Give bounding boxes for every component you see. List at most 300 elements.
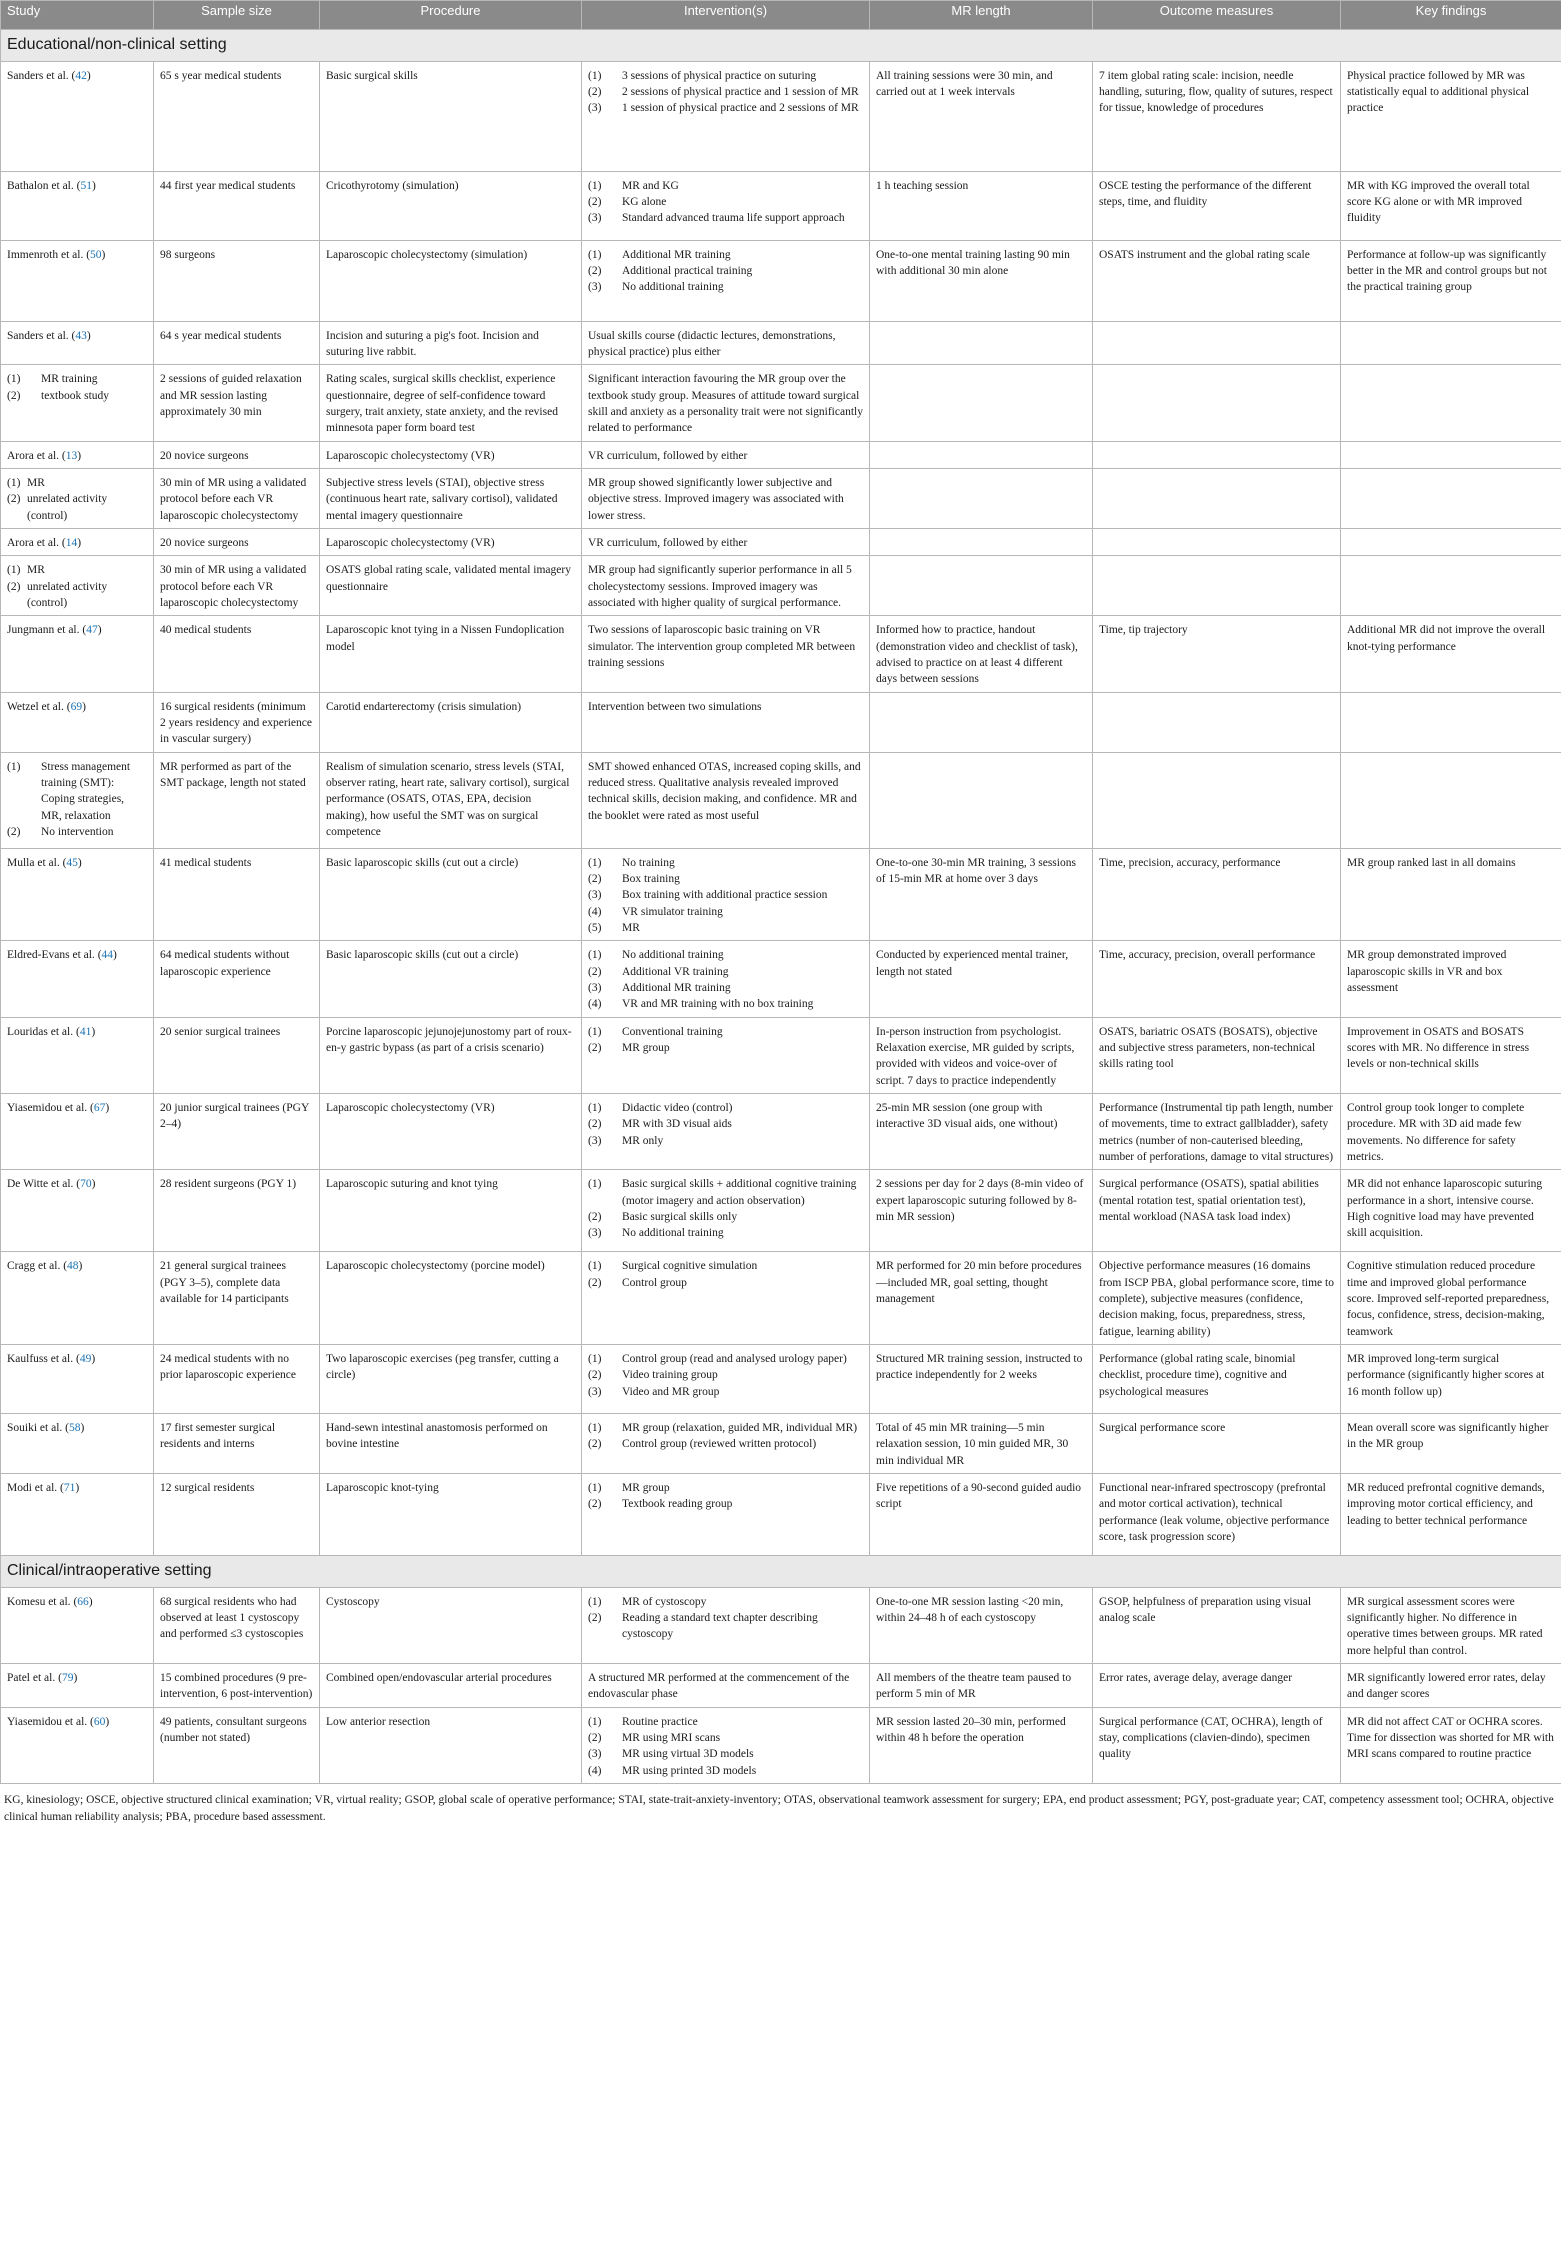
item-text: Reading a standard text chapter describing cystoscopy: [622, 1612, 818, 1641]
sample-size-cell: 24 medical students with no prior laparoscopic experience: [154, 1344, 320, 1413]
procedure-cell: Laparoscopic suturing and knot tying: [320, 1170, 582, 1252]
procedure-cell: Realism of simulation scenario, stress levels (STAI, observer rating, heart rate, salivary cortisol), surgical performance (OSATS, OTAS, EPA, decision making), how useful the SMT was on surgical competence: [320, 752, 582, 848]
table-row: [1, 1473, 1561, 1555]
list-item: [588, 996, 863, 1012]
item-number: (1): [588, 1481, 602, 1494]
outcome-measures-cell: Objective performance measures (16 domains from ISCP PBA, global performance score, time to complete), subjective measures (confidence, decision making, focus, preparedness, stress, fatigue, learning ability): [1093, 1252, 1341, 1345]
table-row: [1, 1413, 1561, 1473]
study-cell: Sanders et al. (42): [1, 61, 154, 171]
reference-link[interactable]: 69: [70, 700, 83, 713]
interventions-cell: [582, 1473, 870, 1555]
interventions-cell: MR group had significantly superior performance in all 5 cholecystectomy sessions. Improved imagery was associated with higher quality of surgical performance.: [582, 556, 870, 616]
mr-length-cell: [870, 752, 1093, 848]
interventions-list: [588, 1258, 863, 1291]
study-name: Eldred-Evans et al.: [7, 949, 95, 962]
outcome-measures-cell: [1093, 321, 1341, 365]
item-number: (2): [588, 1498, 602, 1511]
list-item: [7, 824, 147, 840]
list-item: [588, 887, 863, 903]
interventions-list: [588, 1714, 863, 1779]
item-number: (2): [588, 1041, 602, 1054]
outcome-measures-cell: [1093, 529, 1341, 556]
reference-link[interactable]: 42: [75, 69, 87, 82]
procedure-cell: Basic laparoscopic skills (cut out a circle): [320, 848, 582, 941]
list-item: [588, 855, 863, 871]
item-text: MR: [622, 922, 640, 934]
study-cell: Yiasemidou et al. (67): [1, 1093, 154, 1169]
list-item: [7, 759, 147, 824]
key-findings-cell: MR group ranked last in all domains: [1341, 848, 1561, 941]
item-number: (3): [588, 1227, 602, 1240]
mr-length-cell: [870, 441, 1093, 468]
item-number: (4): [588, 1764, 602, 1777]
procedure-cell: Laparoscopic cholecystectomy (VR): [320, 441, 582, 468]
list-item: [7, 388, 147, 404]
study-name: Cragg et al.: [7, 1260, 61, 1273]
interventions-list: [588, 68, 863, 117]
item-text: unrelated activity (control): [27, 493, 108, 522]
mr-length-cell: One-to-one MR session lasting <20 min, within 24–48 h of each cystoscopy: [870, 1587, 1093, 1663]
interventions-list: [588, 1100, 863, 1149]
list-item: [7, 562, 147, 578]
table-row: [1, 1252, 1561, 1345]
item-number: (1): [588, 1025, 602, 1038]
item-number: (2): [588, 1210, 602, 1223]
mr-length-cell: In-person instruction from psychologist. Relaxation exercise, MR guided by scripts, provided with videos and voice-over of script. 7 days to practice independently: [870, 1017, 1093, 1093]
header-procedure: Procedure: [320, 1, 582, 30]
outcome-measures-cell: Performance (Instrumental tip path length, number of movements, time to extract gallbladder), safety metrics (number of non-cauterised bleeding, number of perforations, damage to vital structures): [1093, 1093, 1341, 1169]
sample-size-cell: 30 min of MR using a validated protocol before each VR laparoscopic cholecystectomy: [154, 469, 320, 529]
study-cell: Patel et al. (79): [1, 1664, 154, 1708]
reference-link[interactable]: 13: [65, 449, 78, 462]
sample-size-cell: 20 novice surgeons: [154, 529, 320, 556]
mr-length-cell: MR session lasted 20–30 min, performed within 48 h before the operation: [870, 1707, 1093, 1783]
procedure-cell: Laparoscopic knot-tying: [320, 1473, 582, 1555]
reference-link[interactable]: 70: [80, 1178, 92, 1191]
table-row: [1, 1707, 1561, 1783]
outcome-measures-cell: GSOP, helpfulness of preparation using visual analog scale: [1093, 1587, 1341, 1663]
study-name: Sanders et al.: [7, 69, 69, 82]
list-item: [588, 1351, 863, 1367]
item-number: (1): [588, 179, 602, 192]
procedure-cell: OSATS global rating scale, validated mental imagery questionnaire: [320, 556, 582, 616]
outcome-measures-cell: Time, tip trajectory: [1093, 616, 1341, 692]
outcome-measures-cell: [1093, 441, 1341, 468]
reference-link[interactable]: 43: [75, 329, 87, 342]
reference-link[interactable]: 49: [79, 1352, 92, 1365]
list-item: [588, 1610, 863, 1643]
item-text: Control group (reviewed written protocol): [622, 1438, 817, 1451]
table-row: [1, 1664, 1561, 1708]
item-text: unrelated activity (control): [27, 580, 108, 610]
table-row: [1, 556, 1561, 616]
list-item: [588, 1040, 863, 1056]
procedure-cell: Rating scales, surgical skills checklist, experience questionnaire, degree of self-confidence toward surgery, trait anxiety, state anxiety, and the revised minnesota paper form board test: [320, 365, 582, 441]
item-text: MR group (relaxation, guided MR, individual MR): [622, 1421, 858, 1434]
item-number: (1): [7, 564, 21, 577]
sample-size-cell: 64 s year medical students: [154, 321, 320, 365]
item-number: (1): [588, 856, 602, 869]
sample-size-cell: 64 medical students without laparoscopic experience: [154, 941, 320, 1017]
key-findings-cell: [1341, 752, 1561, 848]
interventions-cell: VR curriculum, followed by either: [582, 441, 870, 468]
interventions-list: [588, 947, 863, 1012]
list-item: [588, 68, 863, 84]
study-cell: De Witte et al. (70): [1, 1170, 154, 1252]
key-findings-cell: [1341, 469, 1561, 529]
interventions-cell: [582, 1170, 870, 1252]
item-number: (2): [588, 965, 602, 978]
item-text: MR with 3D visual aids: [622, 1118, 732, 1131]
item-text: Control group: [622, 1276, 687, 1289]
key-findings-cell: [1341, 365, 1561, 441]
item-text: No additional training: [622, 281, 724, 294]
table-row: [1, 1170, 1561, 1252]
reference-link[interactable]: 67: [93, 1101, 106, 1114]
item-number: (2): [588, 1118, 602, 1131]
key-findings-cell: MR reduced prefrontal cognitive demands, improving motor cortical efficiency, and leading to better technical performance: [1341, 1473, 1561, 1555]
header-interventions: Intervention(s): [582, 1, 870, 30]
mr-length-cell: Structured MR training session, instructed to practice independently for 2 weeks: [870, 1344, 1093, 1413]
outcome-measures-cell: Surgical performance (CAT, OCHRA), length of stay, complications (clavien-dindo), specimen quality: [1093, 1707, 1341, 1783]
procedure-cell: Combined open/endovascular arterial procedures: [320, 1664, 582, 1708]
table-footnote: KG, kinesiology; OSCE, objective structured clinical examination; VR, virtual reality; GSOP, global scale of operative performance; STAI, state-trait-anxiety-inventory; OTAS, observational teamwork assessment for surgery; EPA, end product assessment; PGY, post-graduate year; CAT, competency assessment tool; OCHRA, objective clinical human reliability analysis; PBA, procedure based assessment.: [4, 1794, 1554, 1823]
reference-link[interactable]: 44: [101, 949, 114, 962]
list-item: [588, 871, 863, 887]
table-row: [1, 171, 1561, 240]
table-row: [1, 240, 1561, 321]
table-row: [1, 1017, 1561, 1093]
header-key-findings: Key findings: [1341, 1, 1561, 30]
study-compact-list: [7, 562, 147, 611]
reference-link[interactable]: 41: [79, 1025, 92, 1038]
interventions-cell: [582, 848, 870, 941]
item-text: Didactic video (control): [622, 1101, 733, 1114]
reference-link[interactable]: 47: [86, 624, 98, 637]
study-cell: [1, 469, 154, 529]
item-text: textbook study: [41, 389, 110, 402]
key-findings-cell: Improvement in OSATS and BOSATS scores with MR. No difference in stress levels or non-technical skills: [1341, 1017, 1561, 1093]
mr-length-cell: [870, 556, 1093, 616]
item-text: No intervention: [41, 826, 114, 838]
table-row: [1, 529, 1561, 556]
table-row: [1, 752, 1561, 848]
item-text: MR group: [622, 1481, 670, 1494]
list-item: [588, 1746, 863, 1762]
study-cell: Komesu et al. (66): [1, 1587, 154, 1663]
item-text: Surgical cognitive simulation: [622, 1260, 758, 1273]
item-number: (1): [588, 69, 602, 82]
item-text: No training: [622, 856, 675, 869]
list-item: [588, 1275, 863, 1291]
section-row: [1, 30, 1561, 62]
interventions-cell: [582, 171, 870, 240]
table-row: [1, 848, 1561, 941]
item-text: 3 sessions of physical practice on suturing: [622, 69, 817, 82]
item-number: (2): [588, 196, 602, 209]
reference-link[interactable]: 51: [80, 179, 92, 192]
outcome-measures-cell: Surgical performance (OSATS), spatial abilities (mental rotation test, spatial orientation test), mental workload (NASA task load index): [1093, 1170, 1341, 1252]
interventions-cell: [582, 1587, 870, 1663]
study-cell: Souiki et al. (58): [1, 1413, 154, 1473]
item-number: (1): [588, 1352, 602, 1365]
reference-link[interactable]: 71: [63, 1481, 76, 1494]
sample-size-cell: 98 surgeons: [154, 240, 320, 321]
list-item: [588, 1496, 863, 1512]
item-number: (3): [588, 102, 602, 115]
table-row: [1, 1344, 1561, 1413]
interventions-cell: MR group showed significantly lower subjective and objective stress. Improved imagery was associated with lower stress.: [582, 469, 870, 529]
study-name: Bathalon et al.: [7, 179, 74, 192]
item-number: (2): [588, 1731, 602, 1744]
item-text: MR of cystoscopy: [622, 1595, 707, 1608]
mr-length-cell: Informed how to practice, handout (demonstration video and checklist of task), advised to practice on at least 4 different days between sessions: [870, 616, 1093, 692]
outcome-measures-cell: [1093, 365, 1341, 441]
mr-length-cell: 2 sessions per day for 2 days (8-min video of expert laparoscopic suturing followed by 8-min MR session): [870, 1170, 1093, 1252]
item-number: (1): [588, 1260, 602, 1273]
reference-link[interactable]: 60: [93, 1715, 106, 1728]
table-row: [1, 616, 1561, 692]
sample-size-cell: 16 surgical residents (minimum 2 years residency and experience in vascular surgery): [154, 692, 320, 752]
table-row: [1, 365, 1561, 441]
mr-length-cell: [870, 692, 1093, 752]
table-row: [1, 941, 1561, 1017]
section-row: [1, 1555, 1561, 1587]
outcome-measures-cell: 7 item global rating scale: incision, needle handling, suturing, flow, quality of sutures, respect for tissue, knowledge of procedures: [1093, 61, 1341, 171]
item-number: (1): [588, 248, 602, 261]
item-text: Textbook reading group: [622, 1498, 733, 1511]
study-name: Immenroth et al.: [7, 248, 84, 261]
key-findings-cell: Cognitive stimulation reduced procedure time and improved global performance score. Improved self-reported preparedness, focus, confidence, stress, decision-making, teamwork: [1341, 1252, 1561, 1345]
study-name: Komesu et al.: [7, 1595, 71, 1608]
list-item: [588, 920, 863, 936]
list-item: [588, 1420, 863, 1436]
item-text: No additional training: [622, 949, 724, 962]
procedure-cell: Two laparoscopic exercises (peg transfer, cutting a circle): [320, 1344, 582, 1413]
mr-length-cell: 25-min MR session (one group with interactive 3D visual aids, one without): [870, 1093, 1093, 1169]
list-item: [588, 210, 863, 226]
item-text: VR simulator training: [622, 905, 723, 918]
list-item: [588, 980, 863, 996]
interventions-cell: Usual skills course (didactic lectures, demonstrations, physical practice) plus either: [582, 321, 870, 365]
mr-length-cell: Conducted by experienced mental trainer, length not stated: [870, 941, 1093, 1017]
interventions-cell: [582, 1252, 870, 1345]
interventions-list: [588, 1420, 863, 1453]
list-item: [588, 964, 863, 980]
key-findings-cell: Additional MR did not improve the overall knot-tying performance: [1341, 616, 1561, 692]
study-name: Souiki et al.: [7, 1421, 63, 1434]
reference-link[interactable]: 14: [65, 537, 78, 550]
mr-length-cell: MR performed for 20 min before procedures—included MR, goal setting, thought management: [870, 1252, 1093, 1345]
item-number: (2): [588, 1369, 602, 1382]
item-text: Additional MR training: [622, 981, 731, 994]
section-title: Educational/non-clinical setting: [1, 30, 1561, 62]
list-item: [588, 247, 863, 263]
outcome-measures-cell: Surgical performance score: [1093, 1413, 1341, 1473]
study-name: Sanders et al.: [7, 329, 69, 342]
header-study: Study: [1, 1, 154, 30]
study-name: Wetzel et al.: [7, 700, 64, 713]
interventions-cell: Two sessions of laparoscopic basic training on VR simulator. The intervention group completed MR between training sessions: [582, 616, 870, 692]
reference-link[interactable]: 48: [67, 1260, 79, 1273]
study-cell: Mulla et al. (45): [1, 848, 154, 941]
item-text: 1 session of physical practice and 2 sessions of MR: [622, 102, 859, 115]
outcome-measures-cell: OSATS, bariatric OSATS (BOSATS), objective and subjective stress parameters, non-technical skills rating tool: [1093, 1017, 1341, 1093]
key-findings-cell: Control group took longer to complete procedure. MR with 3D aid made few movements. No difference for safety metrics.: [1341, 1093, 1561, 1169]
item-number: (1): [7, 477, 21, 490]
study-name: Mulla et al.: [7, 856, 60, 869]
table-row: [1, 1093, 1561, 1169]
sample-size-cell: 44 first year medical students: [154, 171, 320, 240]
interventions-list: [588, 1351, 863, 1400]
outcome-measures-cell: Time, precision, accuracy, performance: [1093, 848, 1341, 941]
sample-size-cell: MR performed as part of the SMT package, length not stated: [154, 752, 320, 848]
key-findings-cell: [1341, 321, 1561, 365]
item-number: (4): [588, 998, 602, 1011]
list-item: [588, 1436, 863, 1452]
item-number: (2): [7, 580, 21, 593]
outcome-measures-cell: [1093, 752, 1341, 848]
study-cell: Wetzel et al. (69): [1, 692, 154, 752]
interventions-cell: A structured MR performed at the commencement of the endovascular phase: [582, 1664, 870, 1708]
procedure-cell: Laparoscopic knot tying in a Nissen Fundoplication model: [320, 616, 582, 692]
reference-link[interactable]: 50: [90, 248, 102, 261]
item-text: MR: [27, 564, 45, 577]
item-text: Additional practical training: [622, 265, 753, 278]
list-item: [588, 194, 863, 210]
mr-length-cell: Five repetitions of a 90-second guided audio script: [870, 1473, 1093, 1555]
list-item: [588, 100, 863, 116]
list-item: [7, 579, 147, 612]
table-row: [1, 61, 1561, 171]
sample-size-cell: 49 patients, consultant surgeons (number not stated): [154, 1707, 320, 1783]
key-findings-cell: [1341, 441, 1561, 468]
reference-link[interactable]: 66: [77, 1595, 89, 1608]
sample-size-cell: 2 sessions of guided relaxation and MR session lasting approximately 30 min: [154, 365, 320, 441]
interventions-cell: Significant interaction favouring the MR group over the textbook study group. Measures of attitude toward surgical skill and anxiety as a personality trait were not significantly related to performance: [582, 365, 870, 441]
procedure-cell: Carotid endarterectomy (crisis simulation): [320, 692, 582, 752]
list-item: [588, 1367, 863, 1383]
study-group-list: [7, 759, 147, 841]
outcome-measures-cell: OSCE testing the performance of the different steps, time, and fluidity: [1093, 171, 1341, 240]
list-item: [588, 178, 863, 194]
key-findings-cell: Performance at follow-up was significantly better in the MR and control groups but not the practical training group: [1341, 240, 1561, 321]
study-cell: Bathalon et al. (51): [1, 171, 154, 240]
interventions-list: [588, 855, 863, 937]
table-body: [1, 30, 1561, 1784]
outcome-measures-cell: Error rates, average delay, average danger: [1093, 1664, 1341, 1708]
interventions-cell: [582, 1413, 870, 1473]
item-text: MR using MRI scans: [622, 1731, 721, 1744]
key-findings-cell: [1341, 692, 1561, 752]
reference-link[interactable]: 45: [66, 856, 78, 869]
mr-length-cell: Total of 45 min MR training—5 min relaxation session, 10 min guided MR, 30 min individual MR: [870, 1413, 1093, 1473]
mr-length-cell: All training sessions were 30 min, and carried out at 1 week intervals: [870, 61, 1093, 171]
item-number: (2): [588, 86, 602, 99]
procedure-cell: Basic laparoscopic skills (cut out a circle): [320, 941, 582, 1017]
mr-length-cell: [870, 529, 1093, 556]
interventions-cell: [582, 1093, 870, 1169]
interventions-cell: [582, 240, 870, 321]
list-item: [588, 1730, 863, 1746]
list-item: [7, 371, 147, 387]
item-number: (4): [588, 905, 602, 918]
item-text: MR: [27, 477, 45, 490]
interventions-list: [588, 1176, 863, 1241]
item-text: No additional training: [622, 1227, 724, 1240]
procedure-cell: Cystoscopy: [320, 1587, 582, 1663]
section-title: Clinical/intraoperative setting: [1, 1555, 1561, 1587]
reference-link[interactable]: 58: [68, 1421, 81, 1434]
key-findings-cell: MR did not enhance laparoscopic suturing performance in a short, intensive course. High cognitive load may have prevented skill acquisition.: [1341, 1170, 1561, 1252]
item-text: Additional VR training: [622, 965, 729, 978]
list-item: [588, 1100, 863, 1116]
item-number: (1): [7, 760, 21, 773]
item-number: (1): [588, 949, 602, 962]
interventions-list: [588, 1480, 863, 1513]
item-text: Video training group: [622, 1369, 718, 1382]
list-item: [7, 475, 147, 491]
procedure-cell: Subjective stress levels (STAI), objective stress (continuous heart rate, salivary cortisol), validated mental imagery questionnaire: [320, 469, 582, 529]
outcome-measures-cell: [1093, 556, 1341, 616]
list-item: [588, 1133, 863, 1149]
study-cell: Jungmann et al. (47): [1, 616, 154, 692]
interventions-list: [588, 1594, 863, 1643]
list-item: [588, 1258, 863, 1274]
item-text: Basic surgical skills + additional cognitive training (motor imagery and action observation): [622, 1178, 857, 1207]
key-findings-cell: MR did not affect CAT or OCHRA scores. Time for dissection was shorted for MR with MRI scans compared to routine practice: [1341, 1707, 1561, 1783]
procedure-cell: Laparoscopic cholecystectomy (VR): [320, 1093, 582, 1169]
interventions-cell: SMT showed enhanced OTAS, increased coping skills, and reduced stress. Qualitative analysis revealed improved technical skills, decision making, and confidence. MR and the booklet were rated as most useful: [582, 752, 870, 848]
item-number: (3): [588, 1385, 602, 1398]
item-number: (2): [588, 1438, 602, 1451]
study-cell: Kaulfuss et al. (49): [1, 1344, 154, 1413]
study-cell: Yiasemidou et al. (60): [1, 1707, 154, 1783]
item-number: (2): [7, 493, 21, 506]
list-item: [588, 1024, 863, 1040]
item-text: MR only: [622, 1134, 664, 1147]
list-item: [588, 84, 863, 100]
study-cell: Modi et al. (71): [1, 1473, 154, 1555]
mr-length-cell: [870, 469, 1093, 529]
list-item: [588, 1116, 863, 1132]
key-findings-cell: [1341, 556, 1561, 616]
study-cell: Louridas et al. (41): [1, 1017, 154, 1093]
procedure-cell: Cricothyrotomy (simulation): [320, 171, 582, 240]
list-item: [588, 1209, 863, 1225]
item-text: Additional MR training: [622, 248, 731, 261]
sample-size-cell: 12 surgical residents: [154, 1473, 320, 1555]
item-text: MR and KG: [622, 179, 679, 192]
item-number: (3): [588, 889, 602, 902]
item-number: (1): [7, 373, 21, 386]
procedure-cell: Hand-sewn intestinal anastomosis performed on bovine intestine: [320, 1413, 582, 1473]
study-name: Modi et al.: [7, 1481, 58, 1494]
outcome-measures-cell: [1093, 469, 1341, 529]
reference-link[interactable]: 79: [61, 1672, 74, 1684]
study-name: Yiasemidou et al.: [7, 1715, 88, 1728]
sample-size-cell: 20 senior surgical trainees: [154, 1017, 320, 1093]
list-item: [588, 279, 863, 295]
interventions-cell: [582, 61, 870, 171]
key-findings-cell: MR group demonstrated improved laparoscopic skills in VR and box assessment: [1341, 941, 1561, 1017]
study-cell: Sanders et al. (43): [1, 321, 154, 365]
list-item: [588, 1384, 863, 1400]
table-row: [1, 469, 1561, 529]
sample-size-cell: 65 s year medical students: [154, 61, 320, 171]
study-cell: [1, 556, 154, 616]
interventions-cell: Intervention between two simulations: [582, 692, 870, 752]
